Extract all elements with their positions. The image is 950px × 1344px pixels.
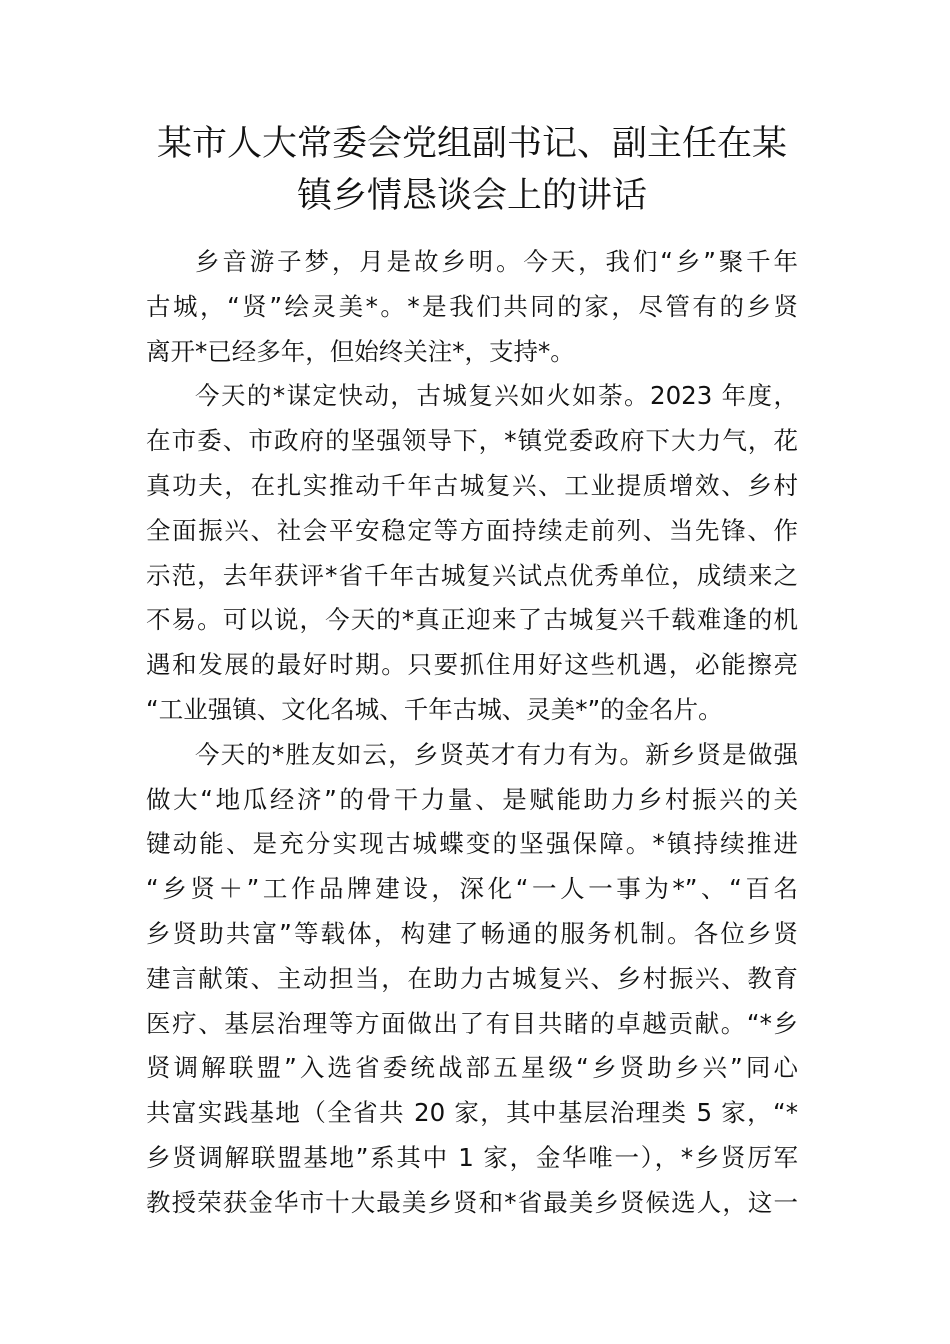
- title-line: 镇乡情恳谈会上的讲话: [296, 176, 647, 216]
- document-title: [146, 118, 798, 222]
- text-line: 离开*已经多年，但始终关注*，支持*。: [146, 336, 575, 366]
- text-line: 医疗、基层治理等方面做出了有目共睹的卓越贡献。“*乡: [146, 1008, 798, 1038]
- text-line: “工业强镇、文化名城、千年古城、灵美*”的金名片。: [146, 694, 723, 724]
- text-line: “乡贤＋”工作品牌建设，深化“一人一事为*”、“百名: [146, 874, 798, 904]
- text-line: 今天的*胜友如云，乡贤英才有力有为。新乡贤是做强: [195, 739, 798, 769]
- text-line: 贤调解联盟”入选省委统战部五星级“乡贤助乡兴”同心: [146, 1053, 798, 1083]
- text-line: 真功夫，在扎实推动千年古城复兴、工业提质增效、乡村: [146, 470, 798, 500]
- text-line: 乡音游子梦，月是故乡明。今天，我们“乡”聚千年: [195, 247, 798, 276]
- text-line: 不易。可以说，今天的*真正迎来了古城复兴千载难逢的机: [146, 605, 798, 635]
- text-line: 键动能、是充分实现古城蝶变的坚强保障。*镇持续推进: [146, 829, 798, 859]
- text-line: 古城，“贤”绘灵美*。*是我们共同的家，尽管有的乡贤: [146, 291, 798, 321]
- text-line: 建言献策、主动担当，在助力古城复兴、乡村振兴、教育: [146, 963, 798, 993]
- text-line: 教授荣获金华市十大最美乡贤和*省最美乡贤候选人，这一: [146, 1187, 798, 1217]
- document-page: [146, 118, 798, 1226]
- document-body: [146, 240, 798, 1226]
- text-line: 共富实践基地（全省共 20 家，其中基层治理类 5 家，“*: [146, 1098, 798, 1128]
- text-line: 示范，去年获评*省千年古城复兴试点优秀单位，成绩来之: [146, 560, 798, 590]
- text-line: 乡贤调解联盟基地”系其中 1 家，金华唯一），*乡贤厉军: [146, 1142, 798, 1172]
- text-line: 遇和发展的最好时期。只要抓住用好这些机遇，必能擦亮: [146, 650, 798, 680]
- text-line: 在市委、市政府的坚强领导下，*镇党委政府下大力气，花: [146, 426, 798, 456]
- paragraph-3: [146, 733, 798, 1226]
- text-line: 今天的*谋定快动，古城复兴如火如荼。2023 年度，: [195, 381, 798, 411]
- paragraph-2: [146, 374, 798, 732]
- text-line: 乡贤助共富”等载体，构建了畅通的服务机制。各位乡贤: [146, 918, 798, 948]
- title-line: 某市人大常委会党组副书记、副主任在某: [156, 124, 787, 164]
- text-line: 做大“地瓜经济”的骨干力量、是赋能助力乡村振兴的关: [146, 784, 798, 814]
- paragraph-1: [146, 240, 798, 374]
- text-line: 全面振兴、社会平安稳定等方面持续走前列、当先锋、作: [146, 515, 798, 545]
